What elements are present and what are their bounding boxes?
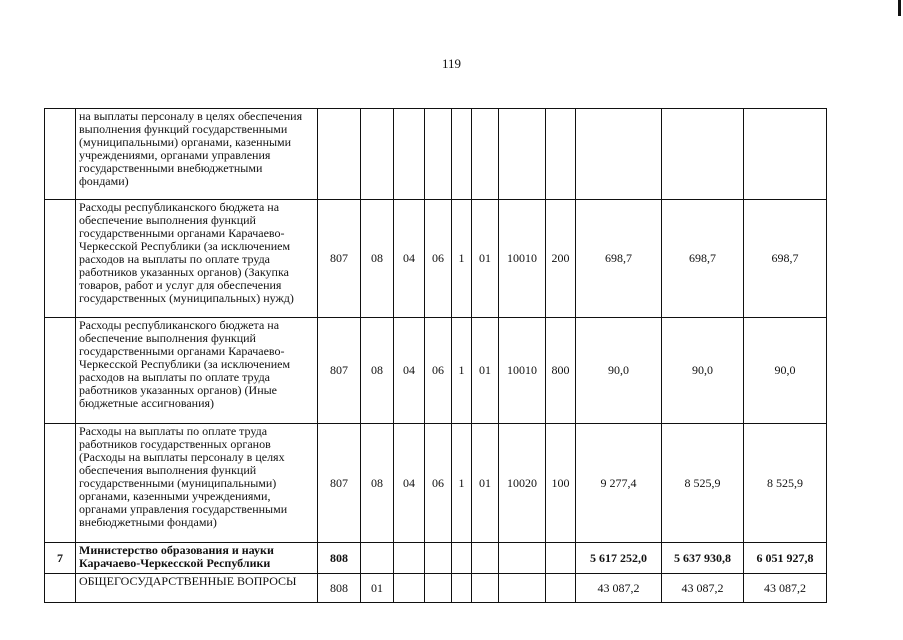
budget-table (44, 108, 827, 603)
page-number: 119 (441, 56, 462, 71)
table-row (45, 109, 827, 200)
code-subsection: 04 (394, 200, 425, 318)
row-description: Расходы республиканского бюджета на обеспечение выполнения функций государственными органами Карачаево-Черкесской Республики (за исключением расходов на выплаты по оплате труда работников указанных органов) (Иные бюджетные ассигнования) (76, 318, 318, 424)
row-number (45, 424, 76, 543)
row-number (45, 574, 76, 603)
code-direction (499, 109, 546, 200)
code-subsection (394, 574, 425, 603)
row-number: 7 (45, 543, 76, 574)
code-subprogram: 1 (452, 424, 472, 543)
code-section: 08 (361, 318, 394, 424)
amount-year-1: 9 277,4 (576, 424, 662, 543)
code-section (361, 543, 394, 574)
code-subprogram: 1 (452, 200, 472, 318)
row-number (45, 109, 76, 200)
code-section (361, 109, 394, 200)
code-expense-type (546, 543, 576, 574)
code-program: 06 (425, 200, 452, 318)
code-event (472, 109, 499, 200)
code-event (472, 543, 499, 574)
table-row (45, 318, 827, 424)
code-program (425, 109, 452, 200)
code-subsection: 04 (394, 424, 425, 543)
amount-year-3: 90,0 (744, 318, 827, 424)
table-row (45, 424, 827, 543)
amount-year-1: 43 087,2 (576, 574, 662, 603)
code-ministry: 808 (318, 574, 361, 603)
code-event: 01 (472, 424, 499, 543)
code-subprogram: 1 (452, 318, 472, 424)
amount-year-2: 43 087,2 (662, 574, 744, 603)
row-description: Расходы республиканского бюджета на обеспечение выполнения функций государственными органами Карачаево-Черкесской Республики (за исключением расходов на выплаты по оплате труда работников указанных органов) (Закупка товаров, работ и услуг для обеспечения государственных (муниципальных) нужд) (76, 200, 318, 318)
code-ministry: 807 (318, 318, 361, 424)
code-direction: 10010 (499, 200, 546, 318)
amount-year-2 (662, 109, 744, 200)
row-description: на выплаты персоналу в целях обеспечения выполнения функций государственными (муниципальными) органами, казенными учреждениями, органами управления государственными внебюджетными фондами) (76, 109, 318, 200)
amount-year-3: 43 087,2 (744, 574, 827, 603)
code-ministry (318, 109, 361, 200)
amount-year-2: 90,0 (662, 318, 744, 424)
table-row-ministry (45, 543, 827, 574)
code-direction: 10010 (499, 318, 546, 424)
code-subprogram (452, 109, 472, 200)
code-subprogram (452, 543, 472, 574)
scan-edge-mark (898, 0, 901, 16)
amount-year-1 (576, 109, 662, 200)
code-program (425, 574, 452, 603)
row-number (45, 200, 76, 318)
code-expense-type (546, 109, 576, 200)
amount-year-3: 6 051 927,8 (744, 543, 827, 574)
code-direction (499, 574, 546, 603)
code-event: 01 (472, 318, 499, 424)
code-subprogram (452, 574, 472, 603)
code-expense-type: 100 (546, 424, 576, 543)
code-direction: 10020 (499, 424, 546, 543)
code-program: 06 (425, 424, 452, 543)
code-expense-type (546, 574, 576, 603)
code-event: 01 (472, 200, 499, 318)
code-program (425, 543, 452, 574)
row-description: Расходы на выплаты по оплате труда работников государственных органов (Расходы на выплаты персоналу в целях обеспечения выполнения функций государственными (муниципальными) органами, казенными учреждениями, органами управления государственными внебюджетными фондами) (76, 424, 318, 543)
table-row (45, 200, 827, 318)
amount-year-2: 698,7 (662, 200, 744, 318)
code-section: 01 (361, 574, 394, 603)
amount-year-1: 698,7 (576, 200, 662, 318)
code-section: 08 (361, 200, 394, 318)
row-number (45, 318, 76, 424)
code-subsection: 04 (394, 318, 425, 424)
code-ministry: 807 (318, 424, 361, 543)
row-description: Министерство образования и науки Карачаево-Черкесской Республики (76, 543, 318, 574)
code-event (472, 574, 499, 603)
amount-year-3: 698,7 (744, 200, 827, 318)
code-subsection (394, 543, 425, 574)
code-program: 06 (425, 318, 452, 424)
amount-year-2: 5 637 930,8 (662, 543, 744, 574)
table-row (45, 574, 827, 603)
row-description: ОБЩЕГОСУДАРСТВЕННЫЕ ВОПРОСЫ (76, 574, 318, 603)
code-direction (499, 543, 546, 574)
code-ministry: 807 (318, 200, 361, 318)
code-ministry: 808 (318, 543, 361, 574)
amount-year-3: 8 525,9 (744, 424, 827, 543)
amount-year-3 (744, 109, 827, 200)
code-expense-type: 200 (546, 200, 576, 318)
code-section: 08 (361, 424, 394, 543)
code-expense-type: 800 (546, 318, 576, 424)
amount-year-1: 5 617 252,0 (576, 543, 662, 574)
code-subsection (394, 109, 425, 200)
amount-year-1: 90,0 (576, 318, 662, 424)
amount-year-2: 8 525,9 (662, 424, 744, 543)
